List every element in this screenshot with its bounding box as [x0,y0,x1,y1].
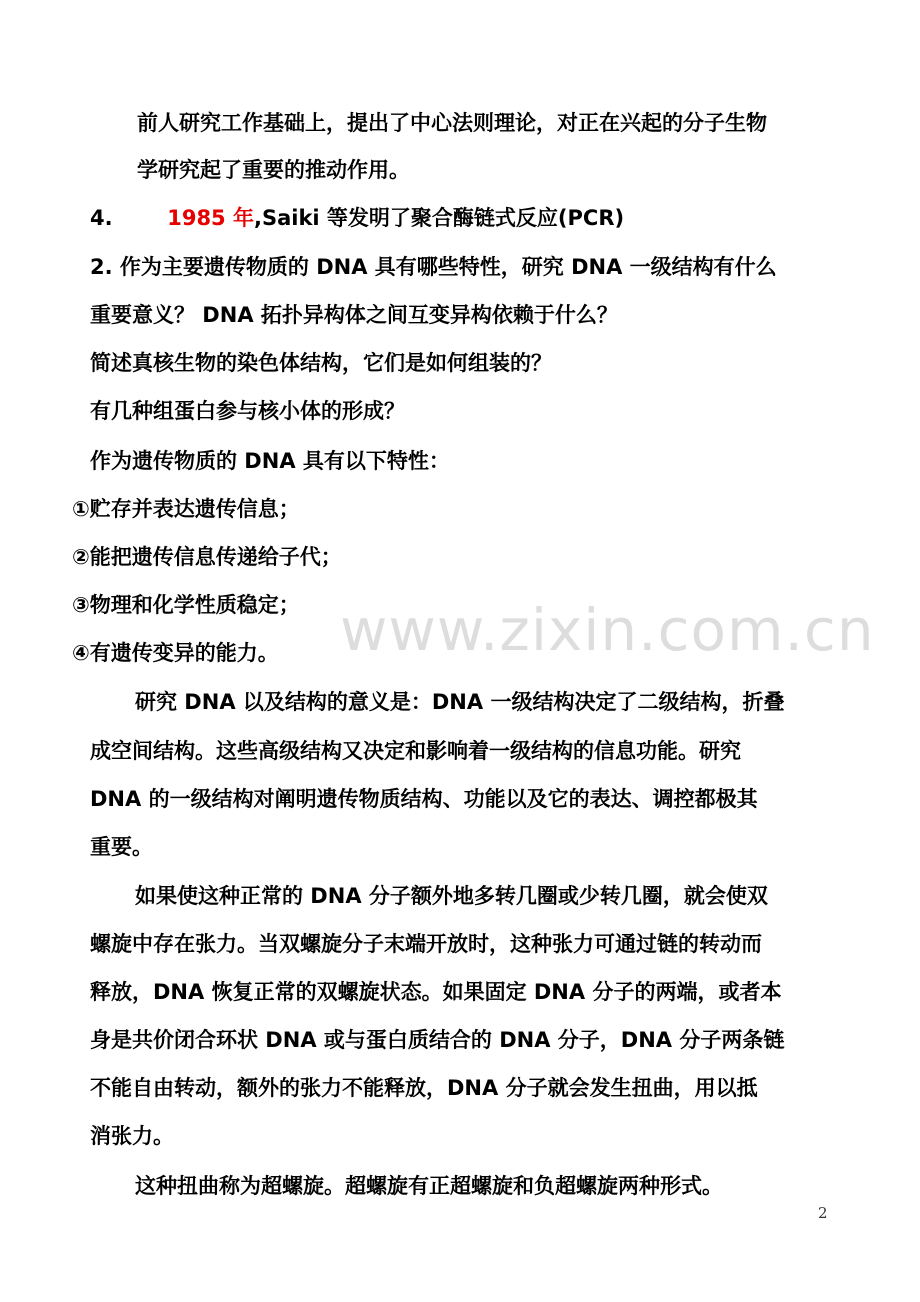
paragraph-line: 螺旋中存在张力。当双螺旋分子末端开放时，这种张力可通过链的转动而 [90,932,762,956]
paragraph-line: 这种扭曲称为超螺旋。超螺旋有正超螺旋和负超螺旋两种形式。 [135,1174,723,1198]
paragraph-line: 身是共价闭合环状 DNA 或与蛋白质结合的 DNA 分子，DNA 分子两条链 [90,1028,785,1052]
list-item-4 [90,203,624,233]
paragraph-line: 学研究起了重要的推动作用。 [137,158,410,182]
highlighted-year: 1985 年 [167,206,254,230]
question-line: 有几种组蛋白参与核小体的形成？ [90,399,405,423]
paragraph-line: DNA 的一级结构对阐明遗传物质结构、功能以及它的表达、调控都极其 [90,787,758,811]
answer-list-item: ②能把遗传信息传递给子代； [72,545,342,569]
answer-list-item: ③物理和化学性质稳定； [72,593,300,617]
question-line: 2. 作为主要遗传物质的 DNA 具有哪些特性，研究 DNA 一级结构有什么 [90,255,777,279]
paragraph-line: 成空间结构。这些高级结构又决定和影响着一级结构的信息功能。研究 [90,739,741,763]
question-line: 简述真核生物的染色体结构，它们是如何组装的？ [90,351,552,375]
list-number: 4. [90,206,113,230]
paragraph-line: 释放，DNA 恢复正常的双螺旋状态。如果固定 DNA 分子的两端，或者本 [90,980,782,1004]
paragraph-line: 消张力。 [90,1124,174,1148]
paragraph-line: 前人研究工作基础上，提出了中心法则理论，对正在兴起的分子生物 [137,111,767,135]
paragraph-line: 如果使这种正常的 DNA 分子额外地多转几圈或少转几圈，就会使双 [135,884,768,908]
answer-list-item: ①贮存并表达遗传信息； [72,497,300,521]
page-number: 2 [818,1204,828,1222]
question-line: 重要意义？ DNA 拓扑异构体之间互变异构依赖于什么？ [90,303,618,327]
answer-intro: 作为遗传物质的 DNA 具有以下特性： [90,449,450,473]
list-item-text: ,Saiki 等发明了聚合酶链式反应(PCR) [253,206,625,230]
answer-list-item: ④有遗传变异的能力。 [72,641,279,665]
paragraph-line: 重要。 [90,835,153,859]
watermark: www.zixin.com.cn [340,596,875,664]
paragraph-line: 不能自由转动，额外的张力不能释放，DNA 分子就会发生扭曲，用以抵 [90,1076,758,1100]
paragraph-line: 研究 DNA 以及结构的意义是：DNA 一级结构决定了二级结构，折叠 [135,690,785,714]
